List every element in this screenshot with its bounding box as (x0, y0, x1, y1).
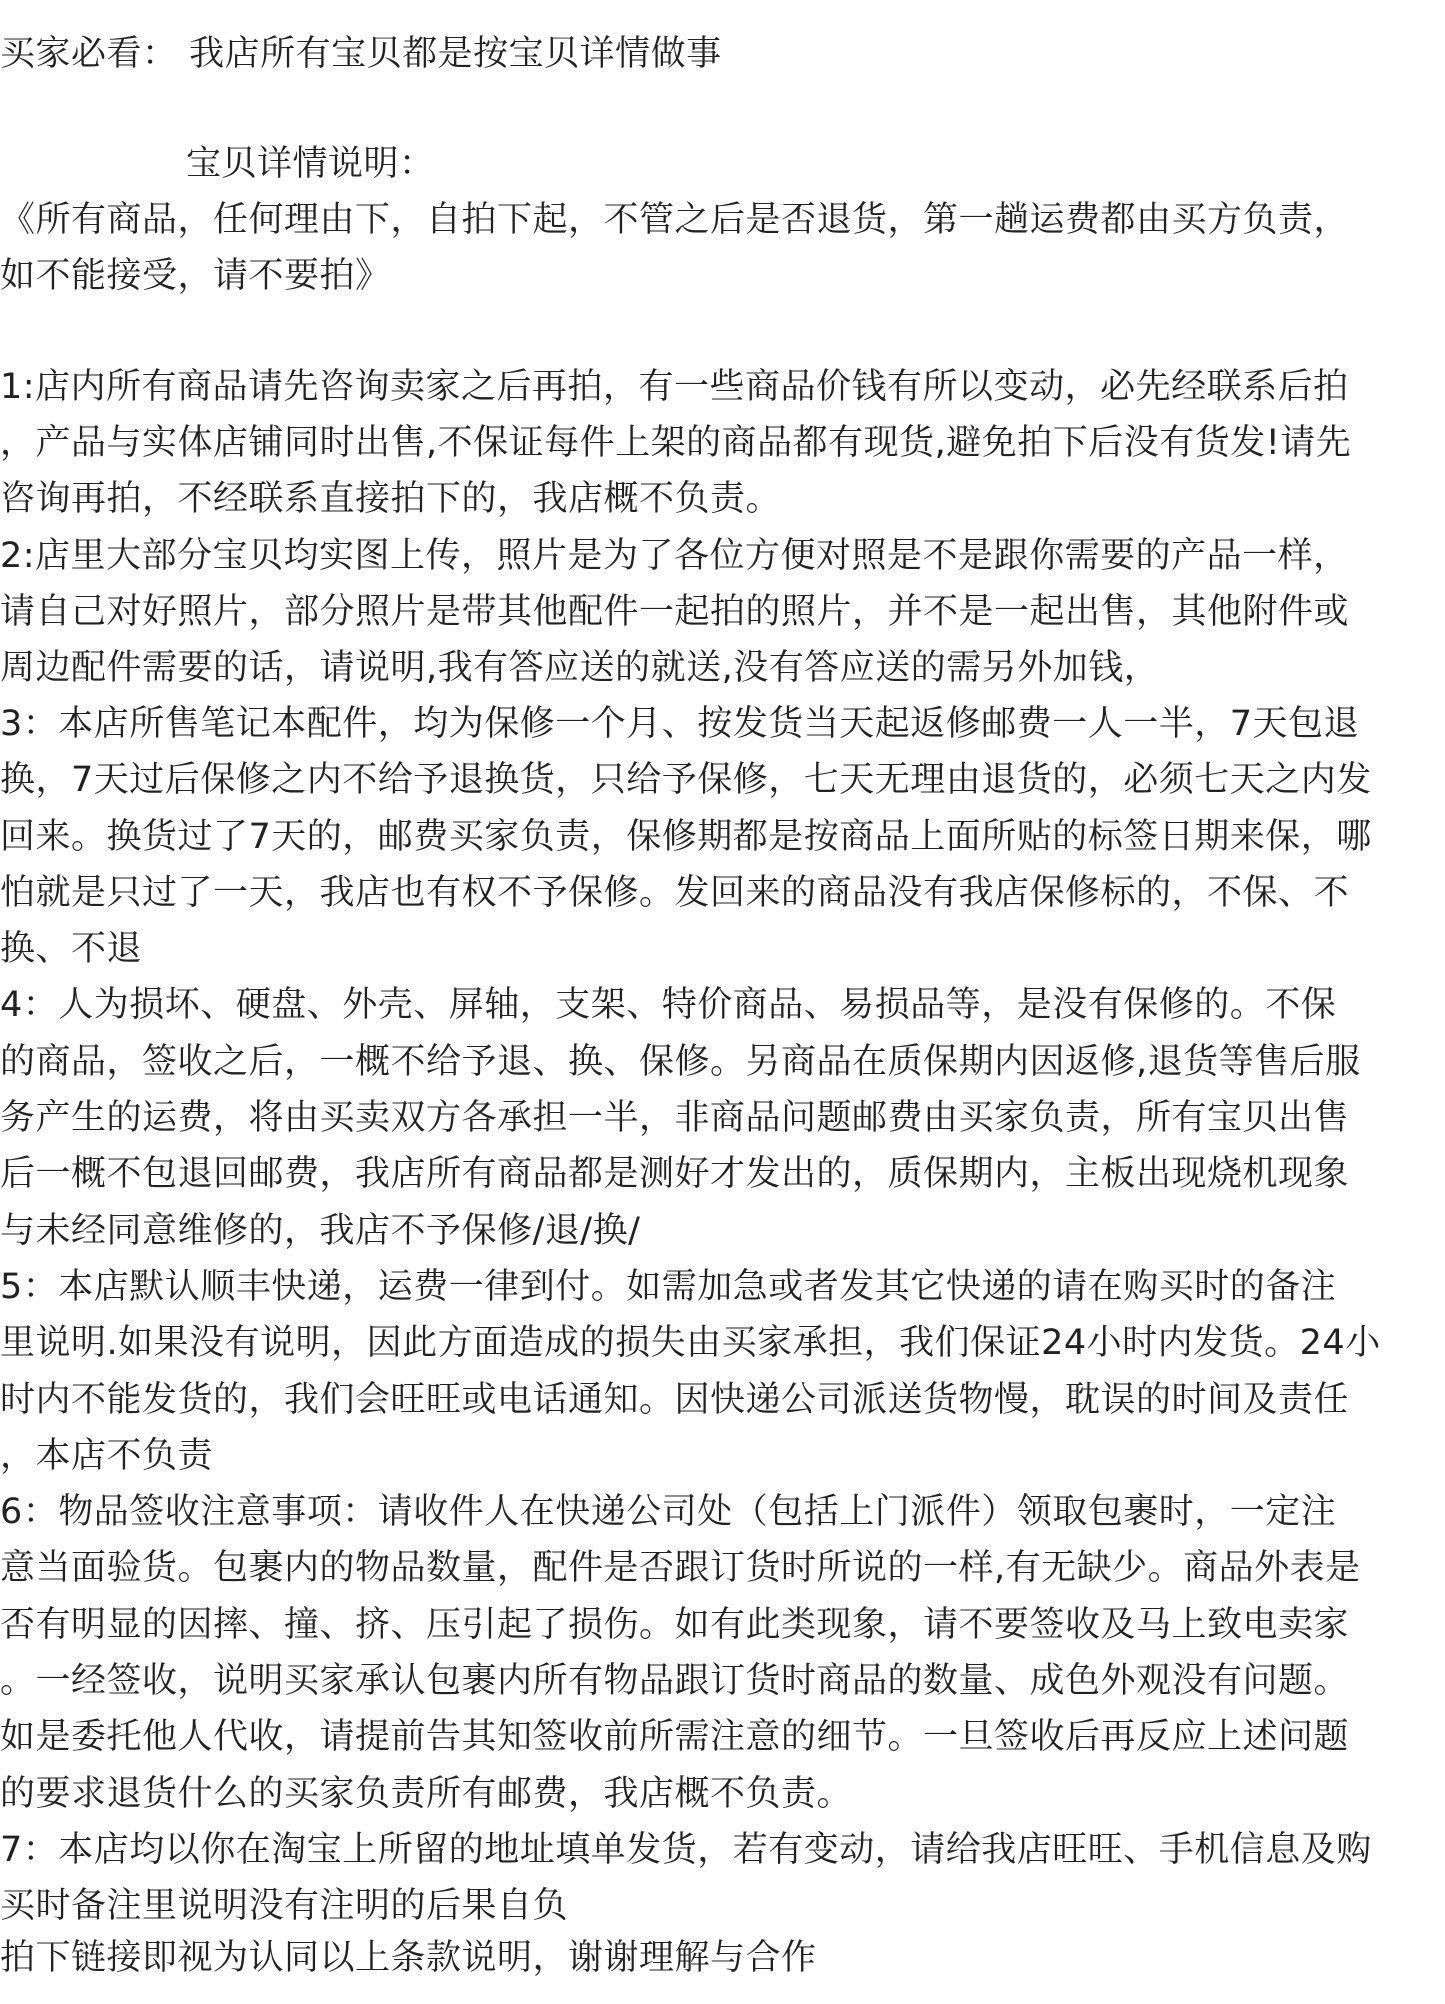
rule-line: 2:店里大部分宝贝均实图上传，照片是为了各位方便对照是不是跟你需要的产品一样， (0, 536, 1349, 576)
section-subtitle: 宝贝详情说明： (186, 144, 435, 184)
rule-line: ，本店不负责 (0, 1436, 214, 1476)
rule-line: 6：物品签收注意事项：请收件人在快递公司处（包括上门派件）领取包裹时，一定注 (0, 1492, 1337, 1532)
rule-line: ，产品与实体店铺同时出售,不保证每件上架的商品都有现货,避免拍下后没有货发!请先 (0, 423, 1352, 463)
rule-line: 后一概不包退回邮费，我店所有商品都是测好才发出的，质保期内，主板出现烧机现象 (0, 1154, 1350, 1194)
rule-line: 周边配件需要的话，请说明,我有答应送的就送,没有答应送的需另外加钱， (0, 648, 1160, 688)
page-header: 买家必看： 我店所有宝贝都是按宝贝详情做事 (0, 34, 722, 74)
rule-line: 的商品，签收之后，一概不给予退、换、保修。另商品在质保期内因返修,退货等售后服 (0, 1042, 1361, 1082)
rule-line: 与未经同意维修的，我店不予保修/退/换/ (0, 1211, 641, 1251)
rule-line: 务产生的运费，将由买卖双方各承担一半，非商品问题邮费由买家负责，所有宝贝出售 (0, 1098, 1350, 1138)
closing-statement: 拍下链接即视为认同以上条款说明，谢谢理解与合作 (0, 1938, 817, 1978)
rule-line: 3：本店所售笔记本配件，均为保修一个月、按发货当天起返修邮费一人一半，7天包退 (0, 704, 1360, 744)
rule-line: 1:店内所有商品请先咨询卖家之后再拍，有一些商品价钱有所以变动，必先经联系后拍 (0, 367, 1349, 407)
rule-line: 换、不退 (0, 929, 143, 969)
rule-line: 。一经签收，说明买家承认包裹内所有物品跟订货时商品的数量、成色外观没有问题。 (0, 1661, 1350, 1701)
rule-line: 5：本店默认顺丰快递，运费一律到付。如需加急或者发其它快递的请在购买时的备注 (0, 1267, 1337, 1307)
rule-line: 咨询再拍，不经联系直接拍下的，我店概不负责。 (0, 479, 782, 519)
rule-line: 7：本店均以你在淘宝上所留的地址填单发货，若有变动，请给我店旺旺、手机信息及购 (0, 1830, 1372, 1870)
rule-line: 怕就是只过了一天，我店也有权不予保修。发回来的商品没有我店保修标的，不保、不 (0, 873, 1350, 913)
rule-line: 4：人为损坏、硬盘、外壳、屏轴，支架、特价商品、易损品等，是没有保修的。不保 (0, 985, 1337, 1025)
notice-line: 《所有商品，任何理由下，自拍下起，不管之后是否退货，第一趟运费都由买方负责， (0, 200, 1350, 240)
rule-line: 换，7天过后保修之内不给予退换货，只给予保修，七天无理由退货的，必须七天之内发 (0, 760, 1372, 800)
rule-line: 意当面验货。包裹内的物品数量，配件是否跟订货时所说的一样,有无缺少。商品外表是 (0, 1548, 1361, 1588)
rule-line: 时内不能发货的，我们会旺旺或电话通知。因快递公司派送货物慢，耽误的时间及责任 (0, 1380, 1350, 1420)
rule-line: 的要求退货什么的买家负责所有邮费，我店概不负责。 (0, 1774, 853, 1814)
rule-line: 里说明.如果没有说明，因此方面造成的损失由买家承担，我们保证24小时内发货。24小 (0, 1323, 1381, 1363)
notice-line: 如不能接受，请不要拍》 (0, 256, 391, 296)
rule-line: 回来。换货过了7天的，邮费买家负责，保修期都是按商品上面所贴的标签日期来保，哪 (0, 817, 1372, 857)
rule-line: 如是委托他人代收，请提前告其知签收前所需注意的细节。一旦签收后再反应上述问题 (0, 1717, 1350, 1757)
rule-line: 请自己对好照片，部分照片是带其他配件一起拍的照片，并不是一起出售，其他附件或 (0, 592, 1350, 632)
rule-line: 买时备注里说明没有注明的后果自负 (0, 1886, 569, 1926)
rule-line: 否有明显的因摔、撞、挤、压引起了损伤。如有此类现象，请不要签收及马上致电卖家 (0, 1605, 1350, 1645)
